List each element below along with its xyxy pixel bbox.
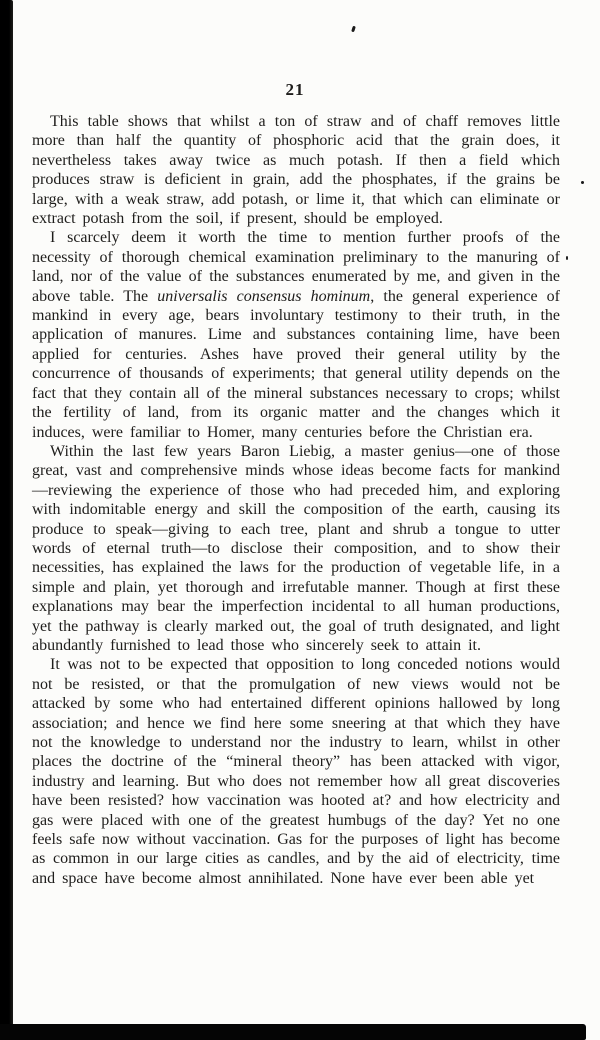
scan-artifact <box>351 26 356 33</box>
paragraph-2-text: I scarcely deem it worth the time to mention further proofs of the necessity of thorough chemical examination preliminary to the manuring of land, nor of the value of the substances enumerated by me, and given in the above table. The <box>32 229 560 305</box>
paragraph-3: Within the last few years Baron Liebig, a master genius—one of those great, vast and comprehensive minds whose ideas become facts for mankind—reviewing the experience of those who had preceded him, and exploring with indomitable energy and skill the composition of the earth, causing its produce to speak—giving to each tree, plant and shrub a tongue to utter words of eternal truth—to disclose their composition, and to show their necessities, has explained the laws for the production of vegetable life, in a simple and plain, yet thorough and irrefutable manner. Though at first these explanations may bear the imperfection incidental to all human productions, yet the pathway is clearly marked out, the goal of truth designated, and light abundantly furnished to lead those who sincerely seek to attain it. <box>32 442 560 654</box>
paragraph-2 <box>32 228 560 441</box>
paragraph-2-text-continued: , the general experience of mankind in every age, bears involuntary testimony to their truth, in the application of manures. Lime and substances containing lime, have been applied for centuries. Ashes have proved their general utility by the concurrence of thousands of experiments; that general utility depends on the fact that they contain all of the mineral substances necessary to crops; whilst the fertility of land, from its organic matter and the changes which it induces, were familiar to Homer, many centuries before the Christian era. <box>32 287 561 441</box>
scan-artifact <box>581 181 584 184</box>
scan-edge-left <box>0 0 13 1040</box>
paragraph-2-latin-phrase: universalis consensus hominum <box>157 287 371 305</box>
scan-edge-bottom <box>0 1024 586 1040</box>
page-number: 21 <box>285 80 305 99</box>
paragraph-1: This table shows that whilst a ton of straw and of chaff removes little more than half the quantity of phosphoric acid that the grain does, it nevertheless takes away twice as much potash. If then a field which produces straw is deficient in grain, add the phosphates, if the grains be large, with a weak straw, add potash, or lime it, that which can eliminate or extract potash from the soil, if present, should be employed. <box>32 113 560 228</box>
page-text <box>32 112 560 888</box>
paragraph-4: It was not to be expected that opposition to long conceded notions would not be resisted, or that the promulgation of new views would not be attacked by some who had entertained different opinions hallowed by long association; and hence we find here some sneering at that which they have not the knowledge to understand nor the industry to learn, whilst in other places the doctrine of the “mineral theory” has been attacked with vigor, industry and learning. But who does not remember how all great discoveries have been resisted? how vaccination was hooted at? and how electricity and gas were placed with one of the greatest humbugs of the day? Yet no one feels safe now without vaccination. Gas for the purposes of light has become as common in our large cities as candles, and by the aid of electricity, time and space have become almost annihilated. None have ever been able yet <box>32 656 560 887</box>
scan-artifact <box>566 256 568 260</box>
